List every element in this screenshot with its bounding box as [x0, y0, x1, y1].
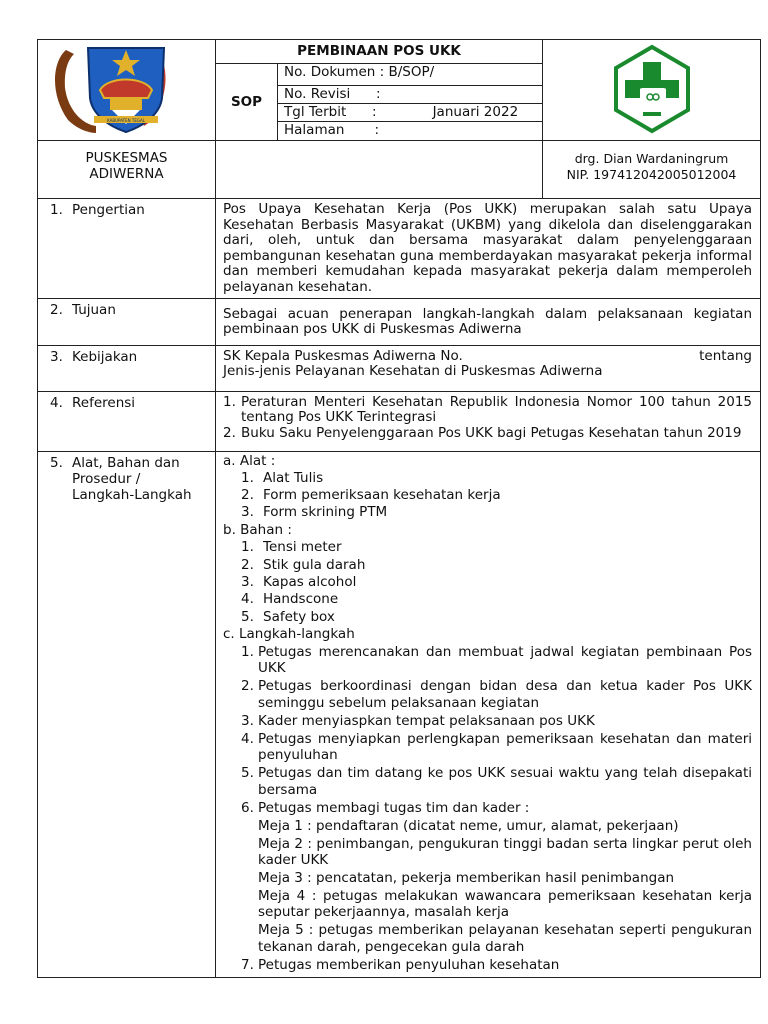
meja-item: Meja 2 : penimbangan, pengukuran tinggi badan serta lingkar perut oleh kader UKK	[258, 835, 752, 869]
referensi-item: 2. Buku Saku Penyelenggaraan Pos UKK bagi Petugas Kesehatan tahun 2019	[223, 424, 742, 441]
signature-blank	[216, 141, 543, 199]
puskesmas-name-line1: PUSKESMAS	[85, 150, 168, 166]
kebijakan-text-line2: Jenis-jenis Pelayanan Kesehatan di Puskesmas Adiwerna	[223, 363, 603, 380]
document-title: PEMBINAAN POS UKK	[216, 40, 543, 64]
meja-item: Meja 4 : petugas melakukan wawancara pemeriksaan kesehatan kerja seputar pekerjaannya, masalah kerja	[258, 887, 752, 921]
step-item: 1. Petugas merencanakan dan membuat jadwal kegiatan pembinaan Pos UKK	[241, 643, 752, 677]
alat-list	[223, 470, 752, 522]
signatory	[543, 141, 761, 199]
list-item: 3. Kapas alcohol	[241, 574, 357, 590]
section-label: Kebijakan	[72, 348, 138, 365]
step-item: 6. Petugas membagi tugas tim dan kader :	[241, 799, 530, 816]
section-num: 5.	[50, 454, 63, 471]
sop-label: SOP	[216, 64, 278, 141]
meja-item: Meja 3 : pencatatan, pekerja memberikan hasil penimbangan	[258, 870, 675, 887]
list-item: 5. Safety box	[241, 608, 335, 625]
step-item: 4. Petugas menyiapkan perlengkapan pemeriksaan kesehatan dan materi penyuluhan	[241, 730, 752, 764]
emblem-banner-text: KABUPATEN TEGAL	[107, 118, 145, 123]
section-kebijakan	[38, 345, 761, 391]
puskesmas-name-line2: ADIWERNA	[89, 166, 164, 182]
tujuan-text: Sebagai acuan penerapan langkah-langkah dalam pelaksanaan kegiatan pembinaan pos UKK di Puskesmas Adiwerna	[223, 305, 752, 338]
section-prosedur	[38, 451, 761, 977]
tgl-terbit-value: Januari 2022	[432, 104, 519, 120]
kebijakan-text-right: tentang	[699, 347, 752, 364]
step-item: 3. Kader menyiaspkan tempat pelaksanaan pos UKK	[241, 712, 595, 729]
section-label: Tujuan	[72, 301, 116, 318]
signatory-name: drg. Dian Wardaningrum	[574, 151, 729, 166]
puskesmas-logo	[607, 44, 697, 134]
section-num: 2.	[50, 301, 63, 318]
section-label: Referensi	[72, 394, 136, 411]
bahan-heading: b. Bahan :	[223, 521, 292, 538]
list-item: 1. Tensi meter	[241, 539, 342, 556]
puskesmas-logo-cell	[543, 40, 761, 141]
sop-document	[37, 39, 760, 978]
content-table	[37, 198, 761, 978]
pengertian-text: Pos Upaya Kesehatan Kerja (Pos UKK) merupakan salah satu Upaya Kesehatan Berbasis Masyarakat (UKBM) yang dikelola dan diselenggarakan dari, oleh, untuk dan bersama masyarakat dalam penyelenggaraan pembangunan kesehatan guna memberdayakan masyarakat pekerja informal dan memberi kemudahan kepada masyarakat pekerja dalam memperoleh pelayanan kesehatan.	[223, 201, 752, 295]
list-item: 4. Handscone	[241, 591, 339, 608]
section-tujuan	[38, 298, 761, 345]
tgl-terbit	[278, 104, 543, 122]
meja-item: Meja 1 : pendaftaran (dicatat neme, umur, alamat, pekerjaan)	[258, 817, 679, 834]
steps-list	[223, 644, 752, 817]
regency-logo-cell	[38, 40, 216, 141]
section-num: 4.	[50, 394, 63, 411]
tgl-terbit-label: Tgl Terbit :	[284, 104, 377, 120]
kebijakan-text-left: SK Kepala Puskesmas Adiwerna No.	[223, 347, 463, 364]
bahan-list	[223, 539, 752, 626]
list-item: 1. Alat Tulis	[241, 469, 324, 486]
section-label: Alat, Bahan dan Prosedur / Langkah-Langkah	[72, 454, 192, 503]
meja-item: Meja 5 : petugas memberikan pelayanan kesehatan seperti pengukuran tekanan darah, pengecekan gula darah	[258, 922, 752, 955]
no-revisi: No. Revisi :	[278, 86, 543, 104]
section-label: Pengertian	[72, 202, 145, 218]
step-item: 5. Petugas dan tim datang ke pos UKK sesuai waktu yang telah disepakati bersama	[241, 765, 752, 798]
section-num: 3.	[50, 348, 63, 365]
halaman: Halaman :	[278, 122, 543, 141]
step-item: 2. Petugas berkoordinasi dengan bidan desa dan ketua kader Pos UKK seminggu sebelum pelaksanaan kegiatan	[241, 678, 752, 711]
referensi-item: 1. Peraturan Menteri Kesehatan Republik Indonesia Nomor 100 tahun 2015 tentang Pos UKK Terintegrasi	[223, 393, 752, 426]
list-item: 2. Stik gula darah	[241, 556, 366, 573]
signatory-nip: NIP. 197412042005012004	[566, 167, 737, 182]
alat-heading: a. Alat :	[223, 452, 276, 469]
step-item: 7. Petugas memberikan penyuluhan kesehatan	[241, 956, 560, 973]
list-item: 3. Form skrining PTM	[241, 504, 388, 521]
langkah-heading: c. Langkah-langkah	[223, 626, 355, 643]
puskesmas-name	[38, 141, 216, 199]
list-item: 2. Form pemeriksaan kesehatan kerja	[241, 486, 501, 503]
no-dokumen: No. Dokumen : B/SOP/	[278, 64, 543, 86]
section-pengertian	[38, 199, 761, 299]
section-num: 1.	[50, 202, 63, 218]
header-table	[37, 39, 761, 199]
section-referensi	[38, 391, 761, 451]
kabupaten-tegal-emblem	[38, 40, 216, 136]
